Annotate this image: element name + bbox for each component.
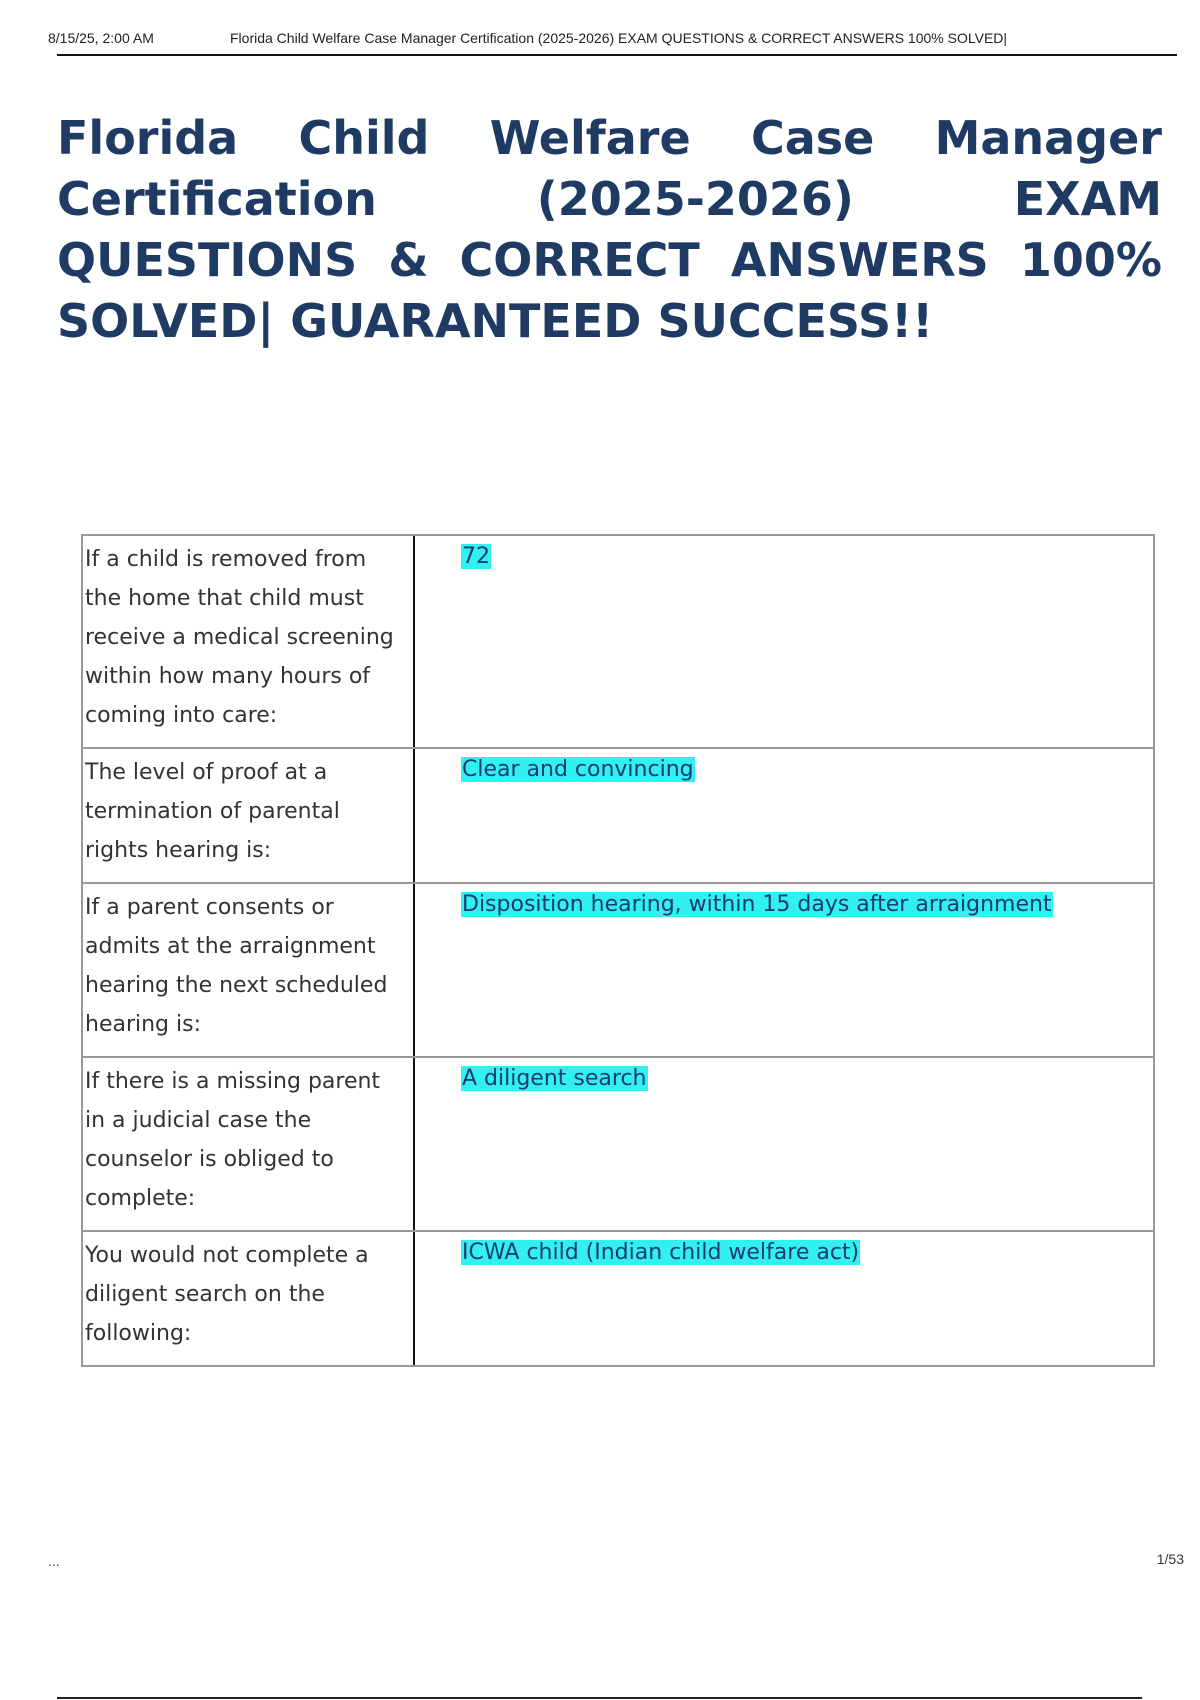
question-cell (82, 535, 413, 748)
page-number: 1/53 (1156, 1551, 1184, 1567)
answer-cell (413, 748, 1154, 883)
print-header (48, 30, 1178, 54)
table-row (82, 1057, 1154, 1231)
question-cell (82, 883, 413, 1057)
answer-cell (413, 883, 1154, 1057)
answer-cell (413, 535, 1154, 748)
bottom-divider (57, 1697, 1142, 1699)
answer-highlight: Disposition hearing, within 15 days after arraignment (462, 892, 1052, 917)
document-title: Florida Child Welfare Case Manager Certification (2025-2026) EXAM QUESTIONS & CORRECT ANSWERS 100% SOLVED| GUARANTEED SUCCESS!! (57, 111, 1162, 348)
answer-highlight: ICWA child (Indian child welfare act) (462, 1240, 860, 1265)
answer-highlight: Clear and convincing (462, 757, 694, 782)
print-timestamp: 8/15/25, 2:00 AM (48, 30, 154, 46)
answer-highlight: 72 (462, 544, 490, 569)
table-row (82, 1231, 1154, 1366)
table-row (82, 535, 1154, 748)
question-text: If there is a missing parent in a judicial case the counselor is obliged to complete: (85, 1058, 415, 1230)
table-row (82, 883, 1154, 1057)
question-cell (82, 1057, 413, 1231)
answer-highlight: A diligent search (462, 1066, 647, 1091)
question-cell (82, 1231, 413, 1366)
qa-table (81, 534, 1155, 1367)
print-doc-title: Florida Child Welfare Case Manager Certification (2025-2026) EXAM QUESTIONS & CORRECT ANSWERS 100% SOLVED| (230, 30, 1008, 46)
table-row (82, 748, 1154, 883)
question-text: You would not complete a diligent search on the following: (85, 1232, 415, 1365)
question-text: If a parent consents or admits at the arraignment hearing the next scheduled hearing is: (85, 884, 415, 1056)
answer-cell (413, 1057, 1154, 1231)
question-cell (82, 748, 413, 883)
answer-cell (413, 1231, 1154, 1366)
question-text: If a child is removed from the home that child must receive a medical screening within how many hours of coming into care: (85, 536, 415, 747)
header-divider (57, 54, 1177, 56)
footer-ellipsis: ... (48, 1553, 60, 1569)
question-text: The level of proof at a termination of parental rights hearing is: (85, 749, 415, 882)
